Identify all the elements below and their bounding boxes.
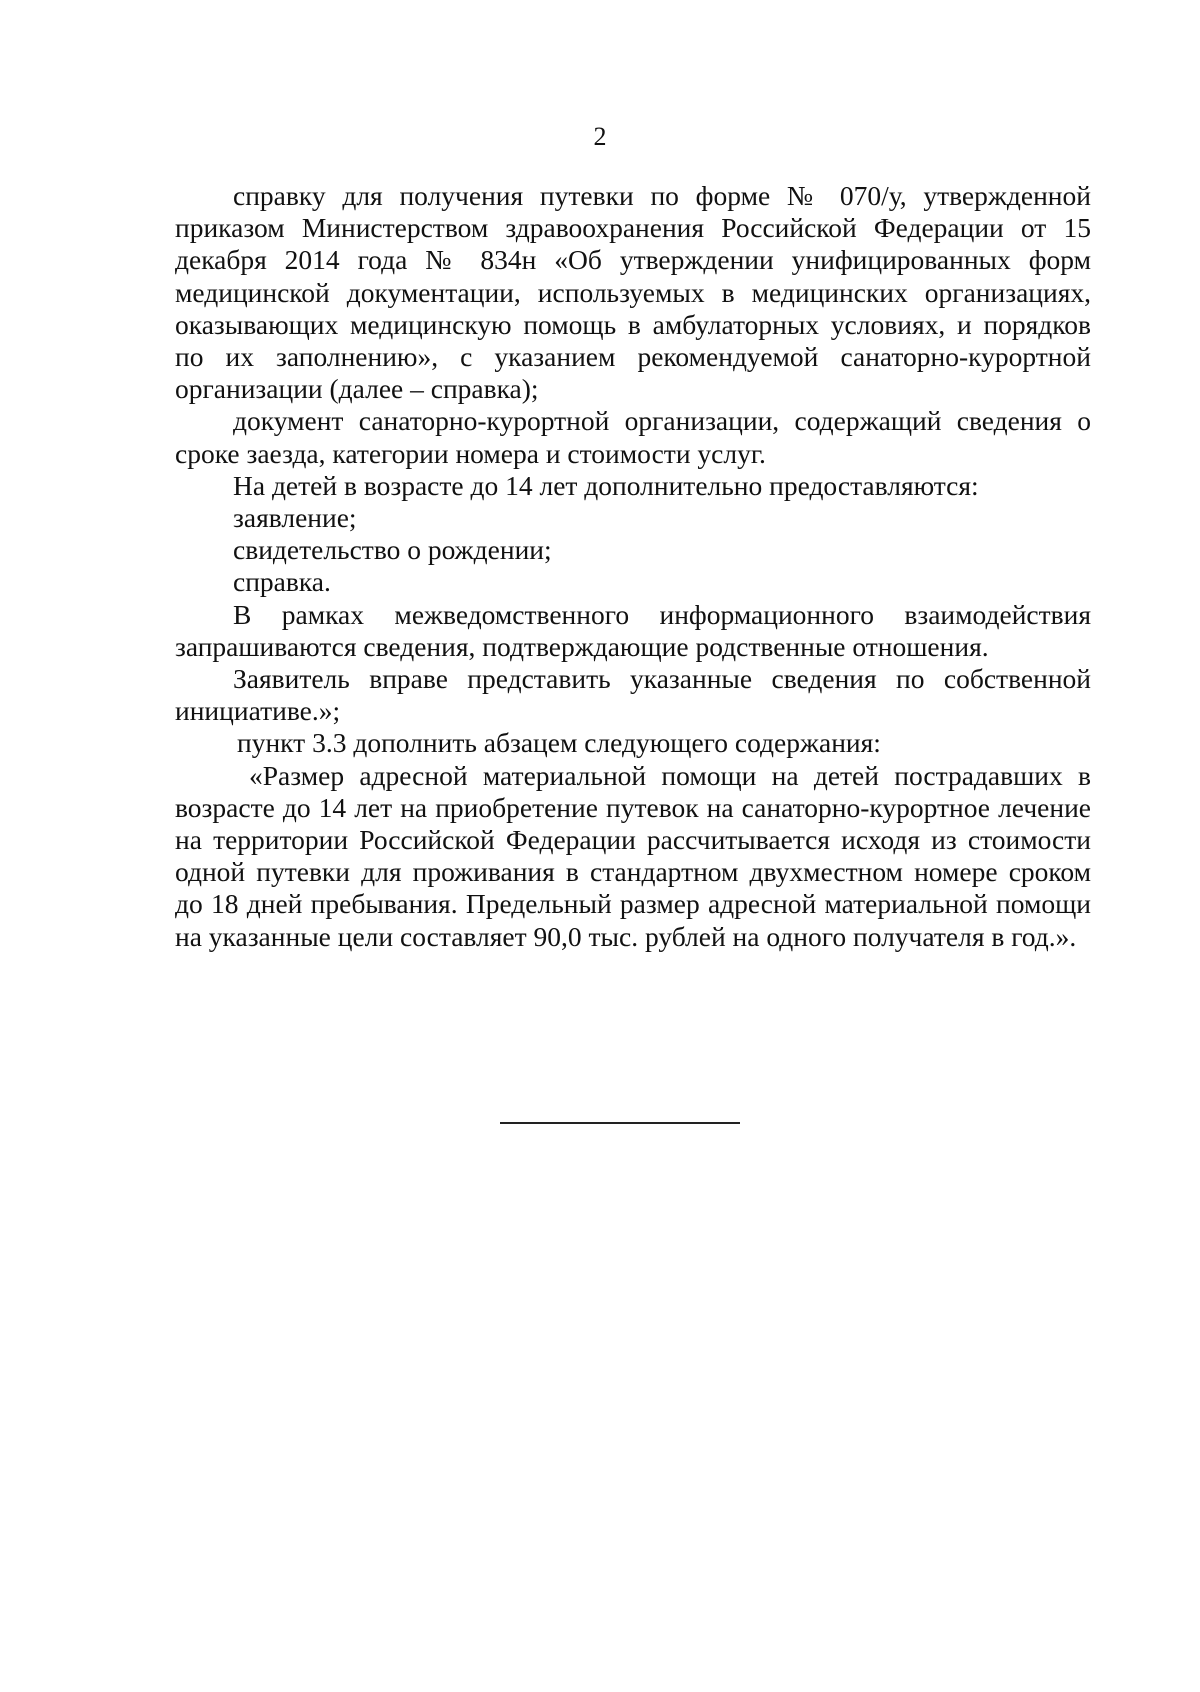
paragraph-sanatorium-document: документ санаторно-курортной организации, содержащий сведения о сроке заезда, категории номера и стоимости услуг. [175, 405, 1091, 469]
paragraph-applicant-right: Заявитель вправе представить указанные сведения по собственной инициативе.»; [175, 663, 1091, 727]
paragraph-certificate: справка. [233, 566, 331, 598]
paragraph-birth-certificate: свидетельство о рождении; [233, 534, 552, 566]
page-number: 2 [593, 122, 607, 151]
paragraph-children-heading: На детей в возрасте до 14 лет дополнительно предоставляются: [233, 469, 979, 501]
document-body [175, 180, 1091, 953]
paragraph-point-amendment: пункт 3.3 дополнить абзацем следующего содержания: [237, 727, 881, 759]
paragraph-certificate-requirement: справку для получения путевки по форме № 070/у, утвержденной приказом Министерством здравоохранения Российской Федерации от 15 декабря 2014 года № 834н «Об утверждении унифицированных форм медицинской документации, используемых в медицинских организациях, оказывающих медицинскую помощь в амбулаторных условиях, и порядков по их заполнению», с указанием рекомендуемой санаторно-курортной организации (далее – справка); [175, 180, 1091, 405]
closing-separator-line [500, 1122, 740, 1124]
paragraph-interagency: В рамках межведомственного информационного взаимодействия запрашиваются сведения, подтверждающие родственные отношения. [175, 598, 1091, 662]
paragraph-aid-amount: «Размер адресной материальной помощи на детей пострадавших в возрасте до 14 лет на приобретение путевок на санаторно-курортное лечение на территории Российской Федерации рассчитывается исходя из стоимости одной путевки для проживания в стандартном двухместном номере сроком до 18 дней пребывания. Предельный размер адресной материальной помощи на указанные цели составляет 90,0 тыс. рублей на одного получателя в год.». [175, 759, 1091, 952]
paragraph-application: заявление; [233, 502, 357, 534]
